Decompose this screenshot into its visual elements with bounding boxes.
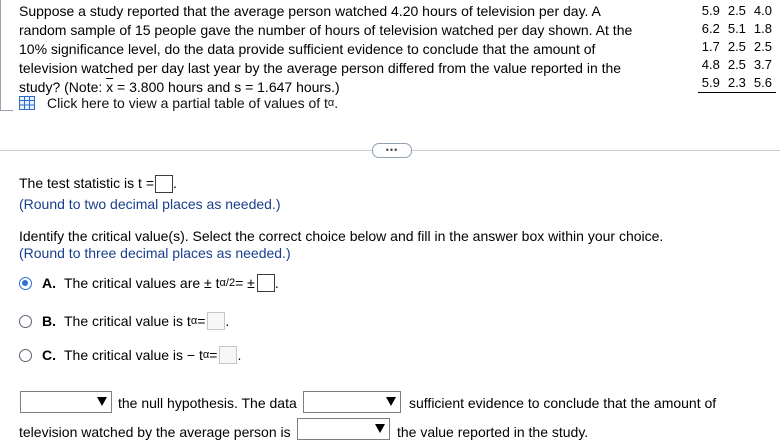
data-cell: 1.7 bbox=[701, 39, 720, 54]
expand-collapse-button[interactable]: ••• bbox=[372, 143, 412, 158]
data-row bbox=[698, 56, 776, 74]
dropdown-arrow-icon bbox=[375, 424, 385, 433]
conclusion-text-1: the null hypothesis. The data bbox=[118, 395, 297, 411]
choice-c[interactable]: C. The critical value is − t α = . bbox=[19, 346, 241, 364]
data-cell: 3.7 bbox=[753, 57, 772, 72]
reject-decision-dropdown[interactable] bbox=[20, 391, 112, 413]
conclusion-text-2: sufficient evidence to conclude that the amount of bbox=[409, 395, 717, 411]
choice-a[interactable]: A. The critical values are ± t α/2 = ± . bbox=[19, 274, 279, 292]
test-statistic-input[interactable] bbox=[155, 175, 173, 193]
table-grid-icon bbox=[19, 96, 35, 110]
radio-b[interactable] bbox=[19, 315, 32, 328]
t-table-link-subscript: α bbox=[327, 97, 335, 109]
data-cell: 2.5 bbox=[727, 57, 746, 72]
data-cell: 6.2 bbox=[701, 21, 720, 36]
choice-b[interactable]: B. The critical value is t α = . bbox=[19, 312, 229, 330]
t-table-link-label[interactable]: Click here to view a partial table of values of t bbox=[47, 95, 328, 111]
data-row bbox=[698, 38, 776, 56]
question-frame-border bbox=[0, 0, 13, 111]
data-cell: 2.5 bbox=[727, 3, 746, 18]
critical-values-input[interactable] bbox=[257, 274, 275, 292]
critical-value-c-input[interactable] bbox=[219, 346, 237, 364]
t-table-link[interactable]: Click here to view a partial table of values of t α . bbox=[19, 94, 338, 112]
test-statistic-row: The test statistic is t = . bbox=[19, 175, 177, 193]
evidence-dropdown[interactable] bbox=[303, 391, 401, 413]
critical-value-b-input[interactable] bbox=[207, 312, 225, 330]
data-cell: 2.5 bbox=[727, 39, 746, 54]
data-cell: 4.0 bbox=[753, 3, 772, 18]
data-cell: 1.8 bbox=[753, 21, 772, 36]
problem-line-4: television watched per day last year by the average person differed from the value reported in the bbox=[19, 60, 622, 76]
conclusion-text-3: television watched by the average person is bbox=[19, 424, 291, 440]
test-statistic-label: The test statistic is t = bbox=[19, 175, 154, 191]
data-row bbox=[698, 2, 776, 20]
data-cell: 5.9 bbox=[698, 74, 724, 93]
comparison-dropdown[interactable] bbox=[297, 418, 390, 440]
critical-prompt: Identify the critical value(s). Select the correct choice below and fill in the answer box within your choice. bbox=[19, 228, 664, 244]
dropdown-arrow-icon bbox=[97, 397, 107, 406]
data-row bbox=[698, 20, 776, 38]
critical-hint: (Round to three decimal places as needed.) bbox=[19, 245, 291, 261]
conclusion-text-4: the value reported in the study. bbox=[397, 424, 589, 440]
data-cell: 5.1 bbox=[727, 21, 746, 36]
data-cell: 4.8 bbox=[701, 57, 720, 72]
dropdown-arrow-icon bbox=[386, 397, 396, 406]
problem-line-1: Suppose a study reported that the average person watched 4.20 hours of television per day. A bbox=[19, 3, 601, 19]
problem-line-3: 10% significance level, do the data provide sufficient evidence to conclude that the amount of bbox=[19, 41, 596, 57]
radio-c[interactable] bbox=[19, 349, 32, 362]
data-cell: 5.9 bbox=[701, 3, 720, 18]
hours-data-table bbox=[698, 2, 776, 93]
x-bar-symbol: $\overline{x}$ bbox=[106, 79, 114, 95]
problem-statement bbox=[19, 2, 649, 97]
problem-line-2: random sample of 15 people gave the number of hours of television watched per day shown. At the bbox=[19, 22, 633, 38]
data-cell: 2.3 bbox=[724, 74, 750, 93]
problem-line-5: study? (Note: $\overline{x} = 3.800$ hours and s = 1.647 hours.) bbox=[19, 79, 340, 95]
data-cell: 2.5 bbox=[753, 39, 772, 54]
data-cell: 5.6 bbox=[750, 74, 776, 93]
data-row bbox=[698, 74, 776, 93]
test-statistic-hint: (Round to two decimal places as needed.) bbox=[19, 196, 281, 212]
radio-a[interactable] bbox=[19, 277, 32, 290]
